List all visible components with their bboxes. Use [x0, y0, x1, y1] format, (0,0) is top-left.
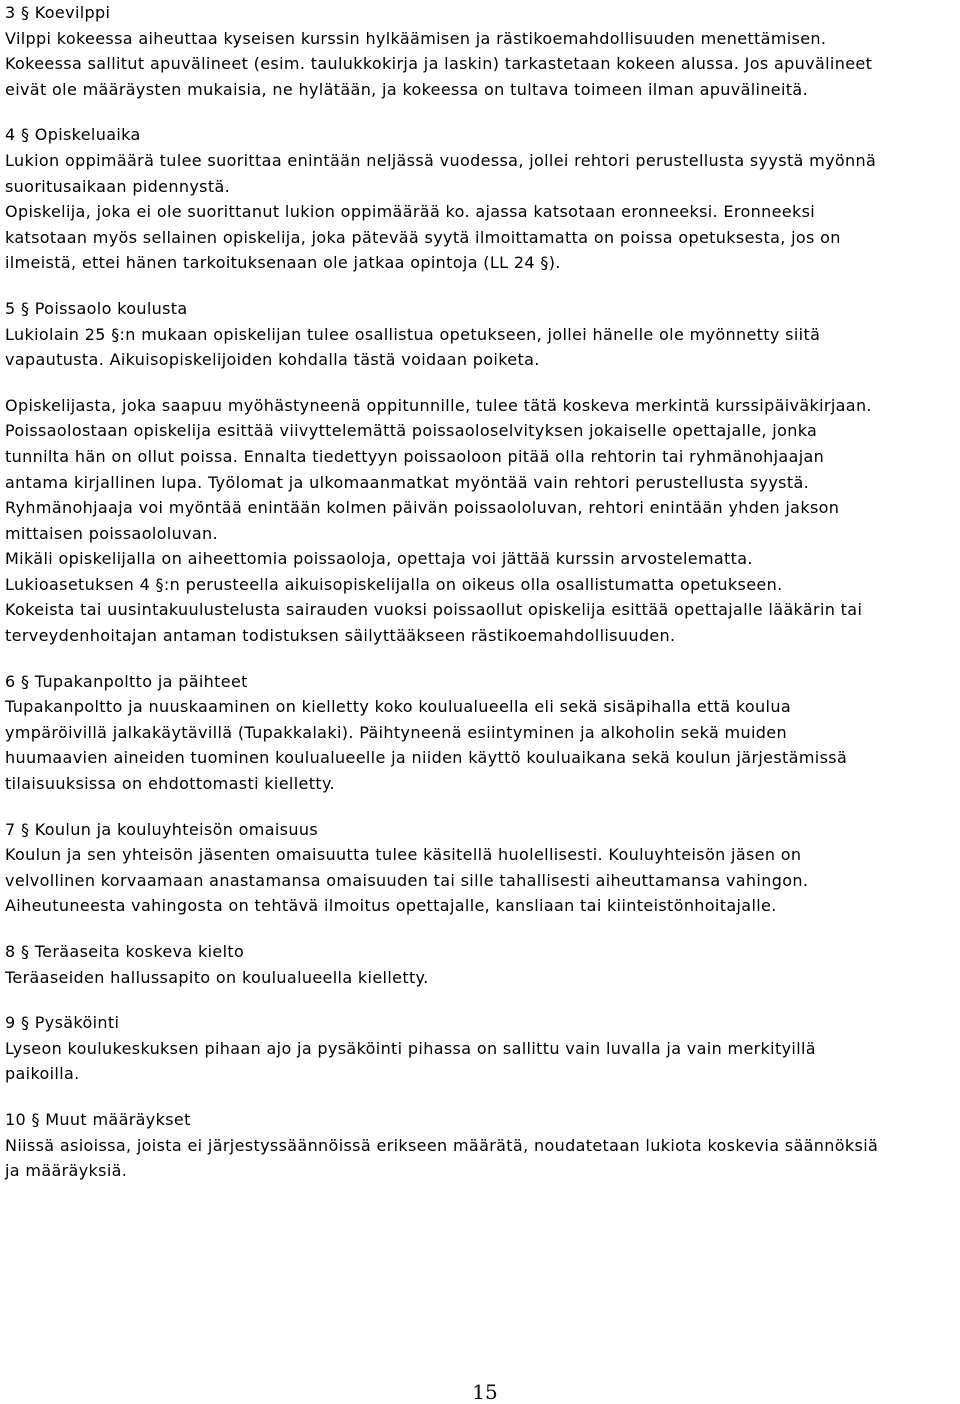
- section-5-poissaolo: [5, 296, 955, 649]
- section-paragraph: [5, 1036, 955, 1087]
- text-line: paikoilla.: [5, 1064, 80, 1084]
- section-heading: 6 § Tupakanpoltto ja päihteet: [5, 671, 248, 691]
- section-7-omaisuus: [5, 817, 955, 919]
- section-paragraph: [5, 694, 955, 796]
- text-line: Aiheutuneesta vahingosta on tehtävä ilmoitus opettajalle, kansliaan tai kiinteistönhoitajalle.: [5, 896, 777, 916]
- section-heading: 7 § Koulun ja kouluyhteisön omaisuus: [5, 819, 319, 839]
- text-line: Lukioasetuksen 4 §:n perusteella aikuisopiskelijalla on oikeus olla osallistumatta opetukseen.: [5, 574, 783, 594]
- text-line: Opiskelijasta, joka saapuu myöhästyneenä oppitunnille, tulee tätä koskeva merkintä kurssipäiväkirjaan.: [5, 395, 872, 415]
- section-heading: 10 § Muut määräykset: [5, 1109, 191, 1129]
- section-6-tupakanpoltto: [5, 669, 955, 797]
- text-line: suoritusaikaan pidennystä.: [5, 176, 231, 196]
- document-page: [5, 0, 955, 1204]
- section-4-opiskeluaika: [5, 122, 955, 276]
- section-heading: 3 § Koevilppi: [5, 3, 111, 22]
- text-line: tilaisuuksissa on ehdottomasti kielletty.: [5, 774, 335, 794]
- text-line: Niissä asioissa, joista ei järjestyssäännöissä erikseen määrätä, noudatetaan lukiota koskevia säännöksiä: [5, 1135, 879, 1155]
- page-number: 15: [472, 1380, 498, 1404]
- text-line: terveydenhoitajan antaman todistuksen säilyttääkseen rästikoemahdollisuuden.: [5, 626, 676, 646]
- text-line: katsotaan myös sellainen opiskelija, joka pätevää syytä ilmoittamatta on poissa opetuksesta, jos on: [5, 227, 841, 247]
- text-line: Ryhmänohjaaja voi myöntää enintään kolmen päivän poissaololuvan, rehtori enintään yhden jakson: [5, 498, 840, 518]
- text-line: Tupakanpoltto ja nuuskaaminen on kielletty koko koulualueella eli sekä sisäpihalla että koulua: [5, 697, 791, 717]
- text-line: ja määräyksiä.: [5, 1161, 128, 1181]
- text-line: Lukion oppimäärä tulee suorittaa enintään neljässä vuodessa, jollei rehtori perustellusta syystä myönnä: [5, 150, 877, 170]
- text-line: Poissaolostaan opiskelija esittää viivyttelemättä poissaoloselvityksen jokaiselle opettajalle, jonka: [5, 421, 818, 441]
- text-line: Koulun ja sen yhteisön jäsenten omaisuutta tulee käsitellä huolellisesti. Kouluyhteisön jäsen on: [5, 845, 802, 865]
- text-line: eivät ole määräysten mukaisia, ne hylätään, ja kokeessa on tultava toimeen ilman apuvälineitä.: [5, 79, 809, 99]
- text-line: Kokeessa sallitut apuvälineet (esim. taulukkokirja ja laskin) tarkastetaan kokeen alussa. Jos apuvälineet: [5, 54, 873, 74]
- section-heading: 5 § Poissaolo koulusta: [5, 298, 188, 318]
- text-line: tunnilta hän on ollut poissa. Ennalta tiedettyyn poissaoloon pitää olla rehtorin tai ryhmänohjaajan: [5, 446, 825, 466]
- text-line: vapautusta. Aikuisopiskelijoiden kohdalla tästä voidaan poiketa.: [5, 350, 540, 370]
- text-line: Lukiolain 25 §:n mukaan opiskelijan tulee osallistua opetukseen, jollei hänelle ole myönnetty siitä: [5, 324, 821, 344]
- section-paragraph: [5, 322, 955, 373]
- text-line: Teräaseiden hallussapito on koulualueella kielletty.: [5, 967, 429, 987]
- section-heading: 4 § Opiskeluaika: [5, 125, 141, 145]
- section-9-pysakointi: [5, 1010, 955, 1087]
- text-line: ilmeistä, ettei hänen tarkoituksenaan ole jatkaa opintoja (LL 24 §).: [5, 253, 561, 273]
- section-paragraph: [5, 148, 955, 276]
- text-line: Kokeista tai uusintakuulustelusta sairauden vuoksi poissaollut opiskelija esittää opettajalle lääkärin tai: [5, 600, 863, 620]
- text-line: huumaavien aineiden tuominen koulualueelle ja niiden käyttö kouluaikana sekä koulun järjestämissä: [5, 748, 848, 768]
- section-paragraph: [5, 842, 955, 919]
- text-line: Mikäli opiskelijalla on aiheettomia poissaoloja, opettaja voi jättää kurssin arvostelematta.: [5, 549, 753, 569]
- section-heading: 9 § Pysäköinti: [5, 1013, 120, 1033]
- text-line: mittaisen poissaololuvan.: [5, 523, 218, 543]
- text-line: ympäröivillä jalkakäytävillä (Tupakkalaki). Päihtyneenä esiintyminen ja alkoholin sekä muiden: [5, 722, 787, 742]
- section-8-teraaseet: [5, 939, 955, 990]
- text-line: Lyseon koulukeskuksen pihaan ajo ja pysäköinti pihassa on sallittu vain luvalla ja vain merkityillä: [5, 1038, 816, 1058]
- section-heading: 8 § Teräaseita koskeva kielto: [5, 942, 245, 961]
- section-paragraph: [5, 965, 955, 991]
- text-line: velvollinen korvaamaan anastamansa omaisuuden tai sille tahallisesti aiheuttamansa vahingon.: [5, 870, 809, 890]
- section-paragraph: [5, 1133, 955, 1184]
- section-paragraph: [5, 393, 955, 649]
- section-3-koevilppi: [5, 0, 955, 102]
- text-line: Vilppi kokeessa aiheuttaa kyseisen kurssin hylkäämisen ja rästikoemahdollisuuden menettämisen.: [5, 28, 827, 48]
- text-line: Opiskelija, joka ei ole suorittanut lukion oppimäärää ko. ajassa katsotaan eronneeksi. Eronneeksi: [5, 202, 816, 222]
- text-line: antama kirjallinen lupa. Työlomat ja ulkomaanmatkat myöntää vain rehtori perustellusta syystä.: [5, 472, 810, 492]
- section-10-muut-maaraykset: [5, 1107, 955, 1184]
- section-paragraph: [5, 26, 955, 103]
